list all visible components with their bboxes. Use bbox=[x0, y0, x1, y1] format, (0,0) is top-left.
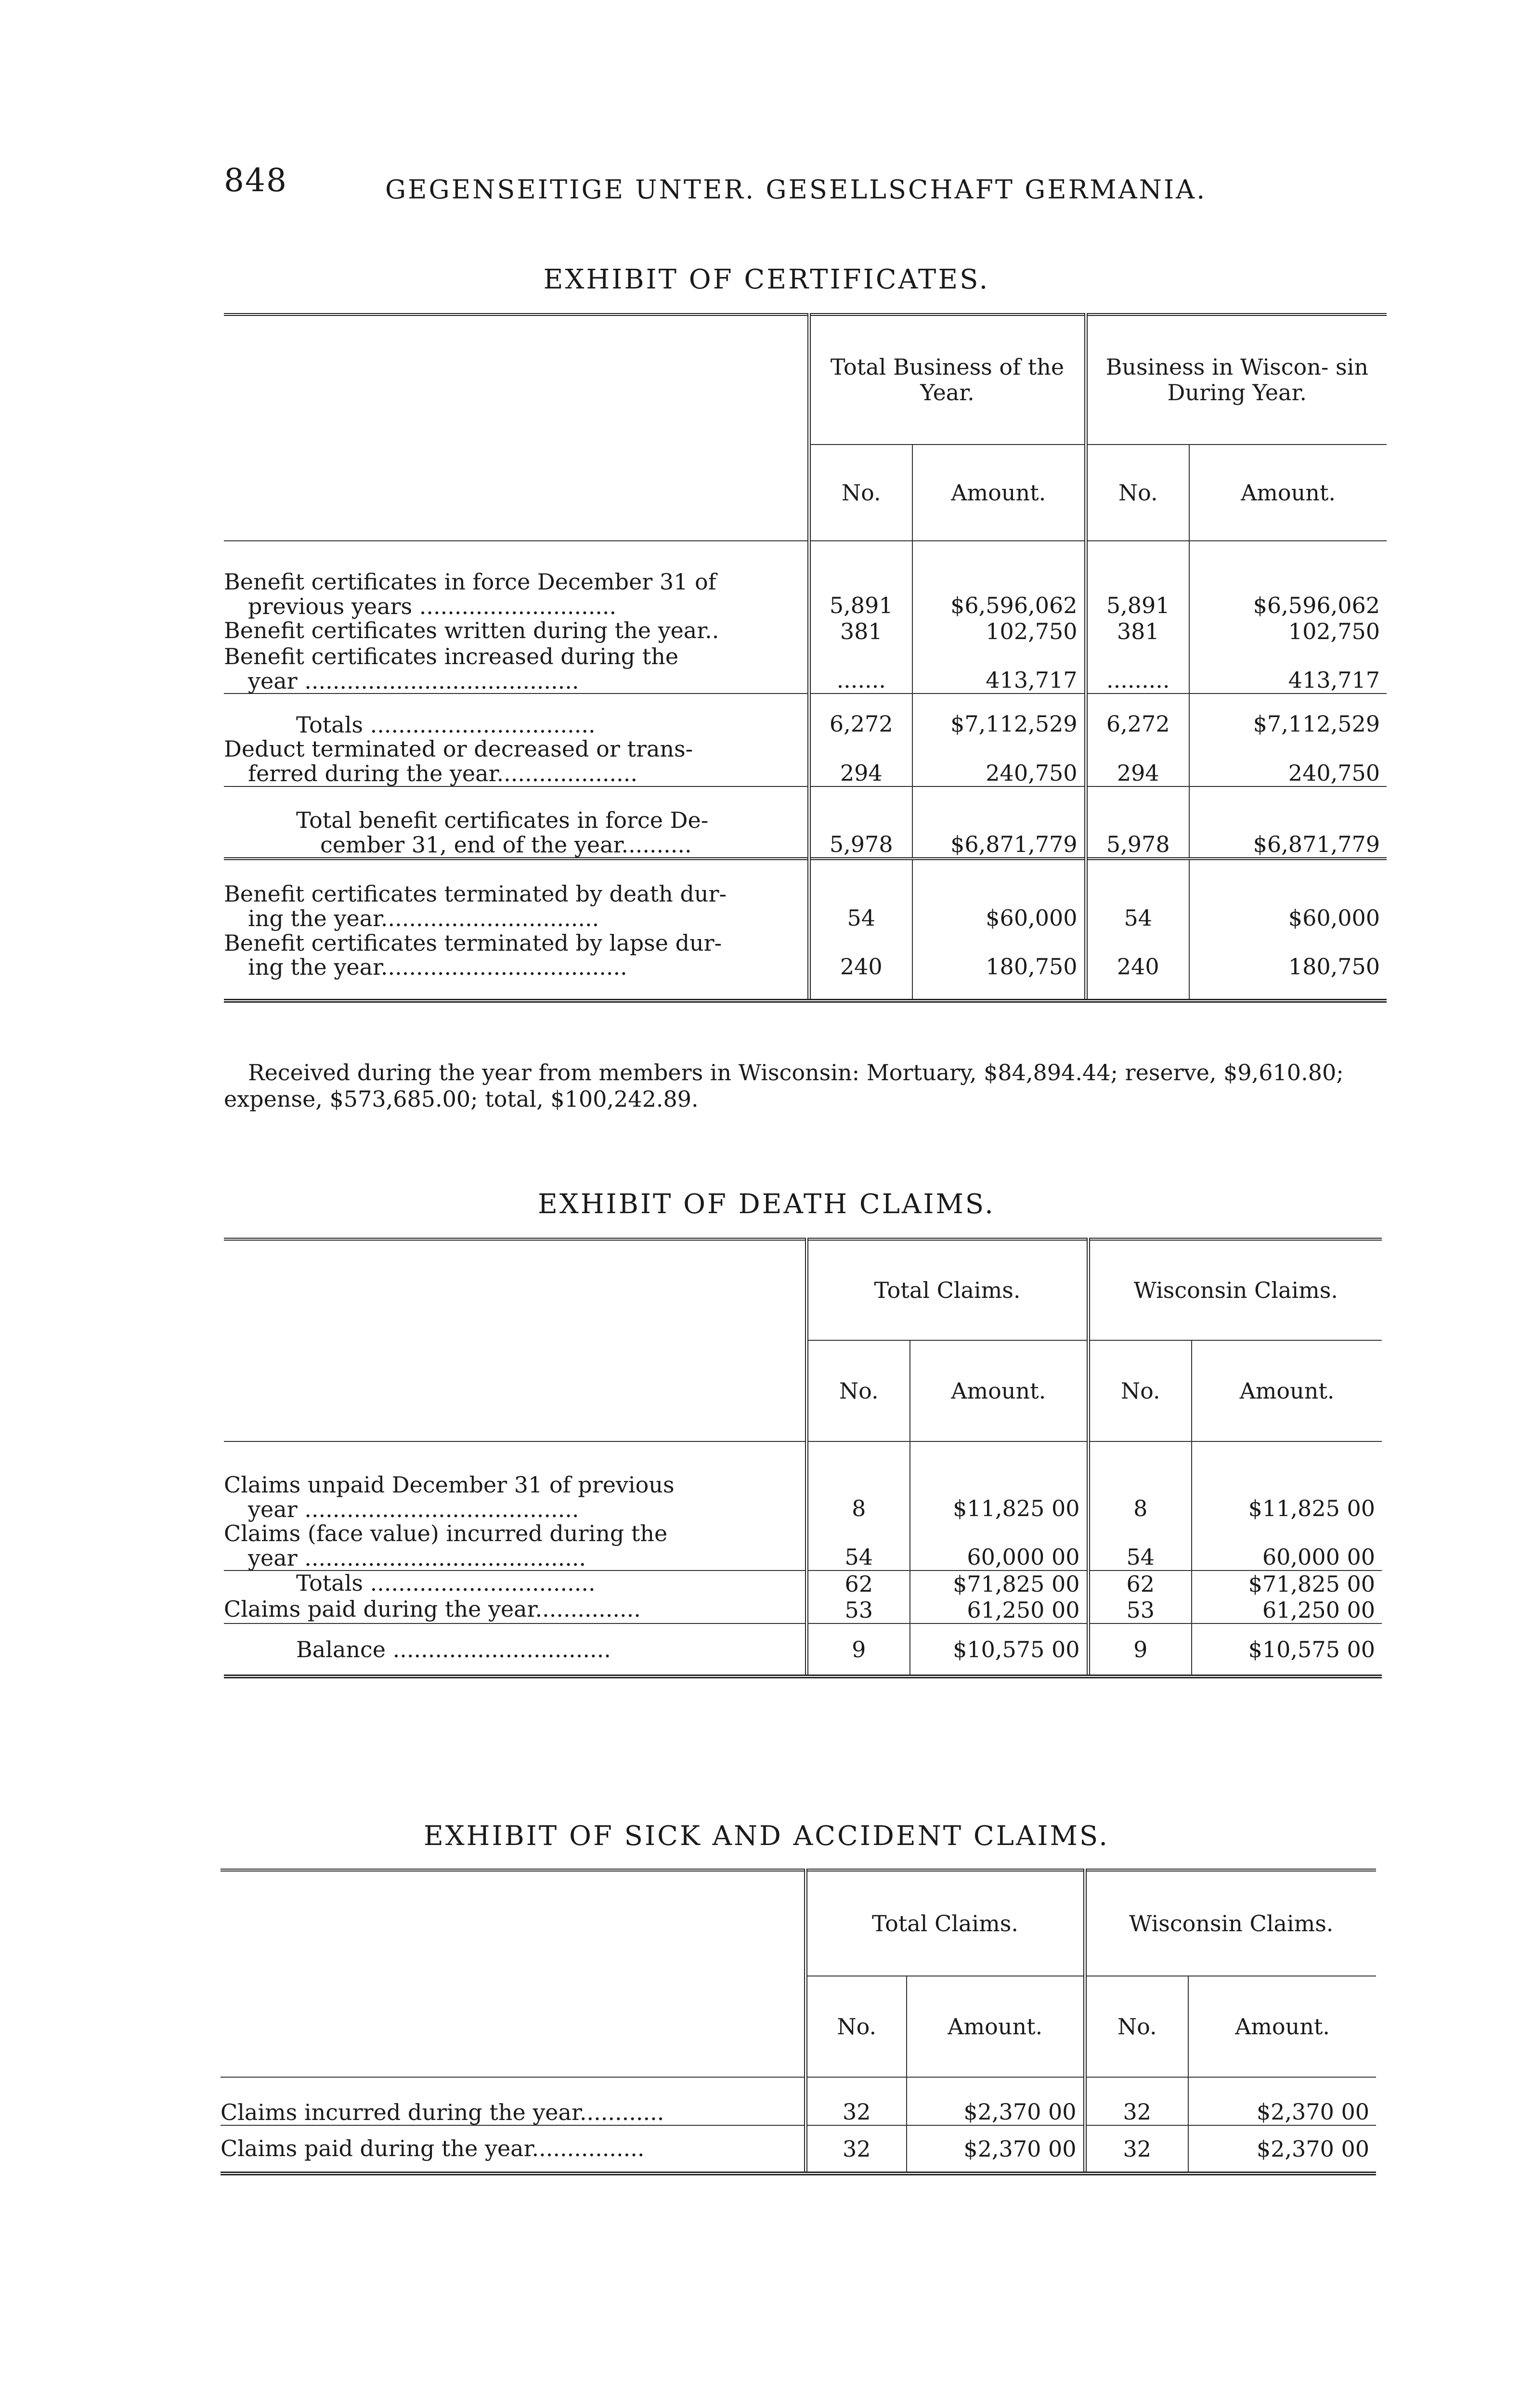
cell-wis-no: 32 bbox=[1085, 2077, 1188, 2125]
cell-total-no: 54 bbox=[809, 859, 912, 931]
death-header-total: Total Claims. bbox=[806, 1239, 1088, 1340]
cell-total-no: 6,272 bbox=[809, 694, 912, 737]
cell-wis-amount: 60,000 00 bbox=[1192, 1521, 1382, 1570]
cell-total-no: 8 bbox=[806, 1473, 910, 1521]
table-row bbox=[224, 644, 1387, 694]
cell-wis-amount: $10,575 00 bbox=[1192, 1623, 1382, 1676]
certificates-col-wis-amount: Amount. bbox=[1189, 445, 1387, 541]
cell-total-no: 32 bbox=[805, 2077, 907, 2125]
death-claims-title: EXHIBIT OF DEATH CLAIMS. bbox=[538, 1189, 995, 1220]
row-label: Claims paid during the year................ bbox=[221, 2135, 645, 2162]
sick-col-wis-no: No. bbox=[1085, 1976, 1188, 2077]
sick-col-total-amount: Amount. bbox=[907, 1976, 1085, 2077]
cell-wis-no: 54 bbox=[1088, 1521, 1192, 1570]
cell-wis-no: 294 bbox=[1086, 737, 1189, 786]
death-header-wisconsin: Wisconsin Claims. bbox=[1088, 1239, 1382, 1340]
page-number: 848 bbox=[224, 162, 287, 199]
certificates-table bbox=[224, 313, 1387, 1003]
cell-wis-no: 62 bbox=[1088, 1570, 1192, 1597]
cell-total-amount: 240,750 bbox=[912, 737, 1086, 786]
cell-total-amount: $60,000 bbox=[912, 859, 1086, 931]
cell-total-no: 240 bbox=[809, 931, 912, 1001]
cell-wis-amount: $71,825 00 bbox=[1192, 1570, 1382, 1597]
row-label: Totals ................................ bbox=[296, 711, 596, 738]
table-row bbox=[224, 694, 1387, 737]
received-note: Received during the year from members in Wisconsin: Mortuary, $84,894.44; reserve, $9,610.80; expense, $573,685.00; total, $100,242.89. bbox=[224, 1060, 1344, 1112]
table-row bbox=[224, 1597, 1382, 1623]
table-row bbox=[224, 1473, 1382, 1521]
cell-total-no: 381 bbox=[809, 618, 912, 644]
sick-header-wisconsin: Wisconsin Claims. bbox=[1085, 1870, 1376, 1976]
row-label: Benefit certificates in force December 31 of bbox=[224, 569, 716, 595]
row-label: Benefit certificates written during the year.. bbox=[224, 617, 719, 644]
cell-total-amount: 60,000 00 bbox=[910, 1521, 1088, 1570]
cell-wis-amount: 180,750 bbox=[1189, 931, 1387, 1001]
cell-total-amount: 180,750 bbox=[912, 931, 1086, 1001]
table-row bbox=[224, 859, 1387, 931]
cell-total-amount: $2,370 00 bbox=[907, 2077, 1085, 2125]
cell-total-amount: $11,825 00 bbox=[910, 1473, 1088, 1521]
cell-total-no: 54 bbox=[806, 1521, 910, 1570]
table-row bbox=[224, 570, 1387, 618]
death-col-total-amount: Amount. bbox=[910, 1340, 1088, 1441]
row-label: Claims unpaid December 31 of previous bbox=[224, 1472, 675, 1498]
row-label: Claims (face value) incurred during the bbox=[224, 1520, 668, 1547]
table-row bbox=[224, 1623, 1382, 1676]
certificates-column-header-row bbox=[224, 445, 1387, 541]
death-col-wis-amount: Amount. bbox=[1192, 1340, 1382, 1441]
cell-wis-no: 6,272 bbox=[1086, 694, 1189, 737]
cell-wis-amount: $2,370 00 bbox=[1188, 2077, 1376, 2125]
sick-header-total: Total Claims. bbox=[805, 1870, 1085, 1976]
cell-wis-amount: 102,750 bbox=[1189, 618, 1387, 644]
death-col-wis-no: No. bbox=[1088, 1340, 1192, 1441]
sick-col-total-no: No. bbox=[805, 1976, 907, 2077]
cell-total-no: 294 bbox=[809, 737, 912, 786]
row-label: Deduct terminated or decreased or trans- bbox=[224, 736, 693, 762]
cell-total-no: 32 bbox=[805, 2125, 907, 2173]
cell-total-amount: 102,750 bbox=[912, 618, 1086, 644]
certificates-col-wis-no: No. bbox=[1086, 445, 1189, 541]
row-label: year ....................................... bbox=[248, 667, 579, 694]
row-label: Benefit certificates terminated by lapse dur- bbox=[224, 929, 722, 956]
certificates-group-header-row bbox=[224, 314, 1387, 445]
row-label: Benefit certificates increased during the bbox=[224, 643, 679, 670]
table-row bbox=[224, 1521, 1382, 1570]
cell-wis-amount: $11,825 00 bbox=[1192, 1473, 1382, 1521]
table-row bbox=[224, 786, 1387, 859]
cell-wis-amount: 413,717 bbox=[1189, 644, 1387, 694]
row-label: previous years ............................ bbox=[248, 593, 617, 619]
table-row bbox=[224, 931, 1387, 1001]
cell-wis-no: 54 bbox=[1086, 859, 1189, 931]
cell-wis-amount: $7,112,529 bbox=[1189, 694, 1387, 737]
table-row bbox=[221, 2077, 1376, 2125]
table-row bbox=[224, 1570, 1382, 1597]
row-label: ferred during the year.................... bbox=[248, 760, 637, 786]
cell-total-amount: $6,871,779 bbox=[912, 786, 1086, 859]
row-label: ing the year................................... bbox=[248, 954, 627, 981]
cell-wis-amount: $6,596,062 bbox=[1189, 570, 1387, 618]
cell-total-no: 5,891 bbox=[809, 570, 912, 618]
cell-total-amount: $71,825 00 bbox=[910, 1570, 1088, 1597]
cell-wis-amount: $60,000 bbox=[1189, 859, 1387, 931]
table-row bbox=[221, 2125, 1376, 2173]
row-label: Benefit certificates terminated by death dur- bbox=[224, 881, 727, 907]
cell-wis-amount: $6,871,779 bbox=[1189, 786, 1387, 859]
cell-total-no: ....... bbox=[809, 644, 912, 694]
cell-total-no: 5,978 bbox=[809, 786, 912, 859]
certificates-header-total: Total Business of the Year. bbox=[809, 314, 1086, 445]
cell-total-amount: $2,370 00 bbox=[907, 2125, 1085, 2173]
cell-wis-no: 381 bbox=[1086, 618, 1189, 644]
row-label: Total benefit certificates in force De- bbox=[296, 807, 709, 834]
row-label: Totals ................................ bbox=[296, 1570, 596, 1597]
death-col-total-no: No. bbox=[806, 1340, 910, 1441]
running-head: GEGENSEITIGE UNTER. GESELLSCHAFT GERMANIA. bbox=[385, 174, 1207, 205]
cell-wis-no: ......... bbox=[1086, 644, 1189, 694]
row-label: cember 31, end of the year.......... bbox=[320, 831, 692, 858]
cell-wis-no: 32 bbox=[1085, 2125, 1188, 2173]
cell-total-no: 9 bbox=[806, 1623, 910, 1676]
row-label: year ........................................ bbox=[248, 1544, 586, 1571]
cell-wis-no: 9 bbox=[1088, 1623, 1192, 1676]
certificates-header-wisconsin: Business in Wiscon- sin During Year. bbox=[1086, 314, 1387, 445]
cell-wis-amount: 61,250 00 bbox=[1192, 1597, 1382, 1623]
row-label: Claims incurred during the year............ bbox=[221, 2099, 664, 2126]
cell-wis-amount: 240,750 bbox=[1189, 737, 1387, 786]
sick-claims-table bbox=[221, 1869, 1376, 2175]
death-claims-table bbox=[224, 1238, 1382, 1678]
cell-wis-no: 240 bbox=[1086, 931, 1189, 1001]
row-label: year ....................................... bbox=[248, 1496, 579, 1522]
row-label: ing the year............................... bbox=[248, 905, 599, 931]
cell-wis-no: 8 bbox=[1088, 1473, 1192, 1521]
certificates-col-total-no: No. bbox=[809, 445, 912, 541]
row-label: Balance ............................... bbox=[296, 1636, 611, 1662]
cell-wis-no: 5,891 bbox=[1086, 570, 1189, 618]
table-row bbox=[224, 618, 1387, 644]
cell-total-amount: 413,717 bbox=[912, 644, 1086, 694]
cell-total-amount: $7,112,529 bbox=[912, 694, 1086, 737]
cell-wis-no: 5,978 bbox=[1086, 786, 1189, 859]
certificates-title: EXHIBIT OF CERTIFICATES. bbox=[543, 264, 990, 295]
cell-total-amount: $6,596,062 bbox=[912, 570, 1086, 618]
cell-wis-amount: $2,370 00 bbox=[1188, 2125, 1376, 2173]
table-row bbox=[224, 737, 1387, 786]
cell-total-amount: 61,250 00 bbox=[910, 1597, 1088, 1623]
cell-total-no: 53 bbox=[806, 1597, 910, 1623]
cell-wis-no: 53 bbox=[1088, 1597, 1192, 1623]
cell-total-amount: $10,575 00 bbox=[910, 1623, 1088, 1676]
certificates-col-total-amount: Amount. bbox=[912, 445, 1086, 541]
cell-total-no: 62 bbox=[806, 1570, 910, 1597]
row-label: Claims paid during the year............... bbox=[224, 1596, 641, 1623]
sick-col-wis-amount: Amount. bbox=[1188, 1976, 1376, 2077]
sick-claims-title: EXHIBIT OF SICK AND ACCIDENT CLAIMS. bbox=[423, 1820, 1110, 1852]
